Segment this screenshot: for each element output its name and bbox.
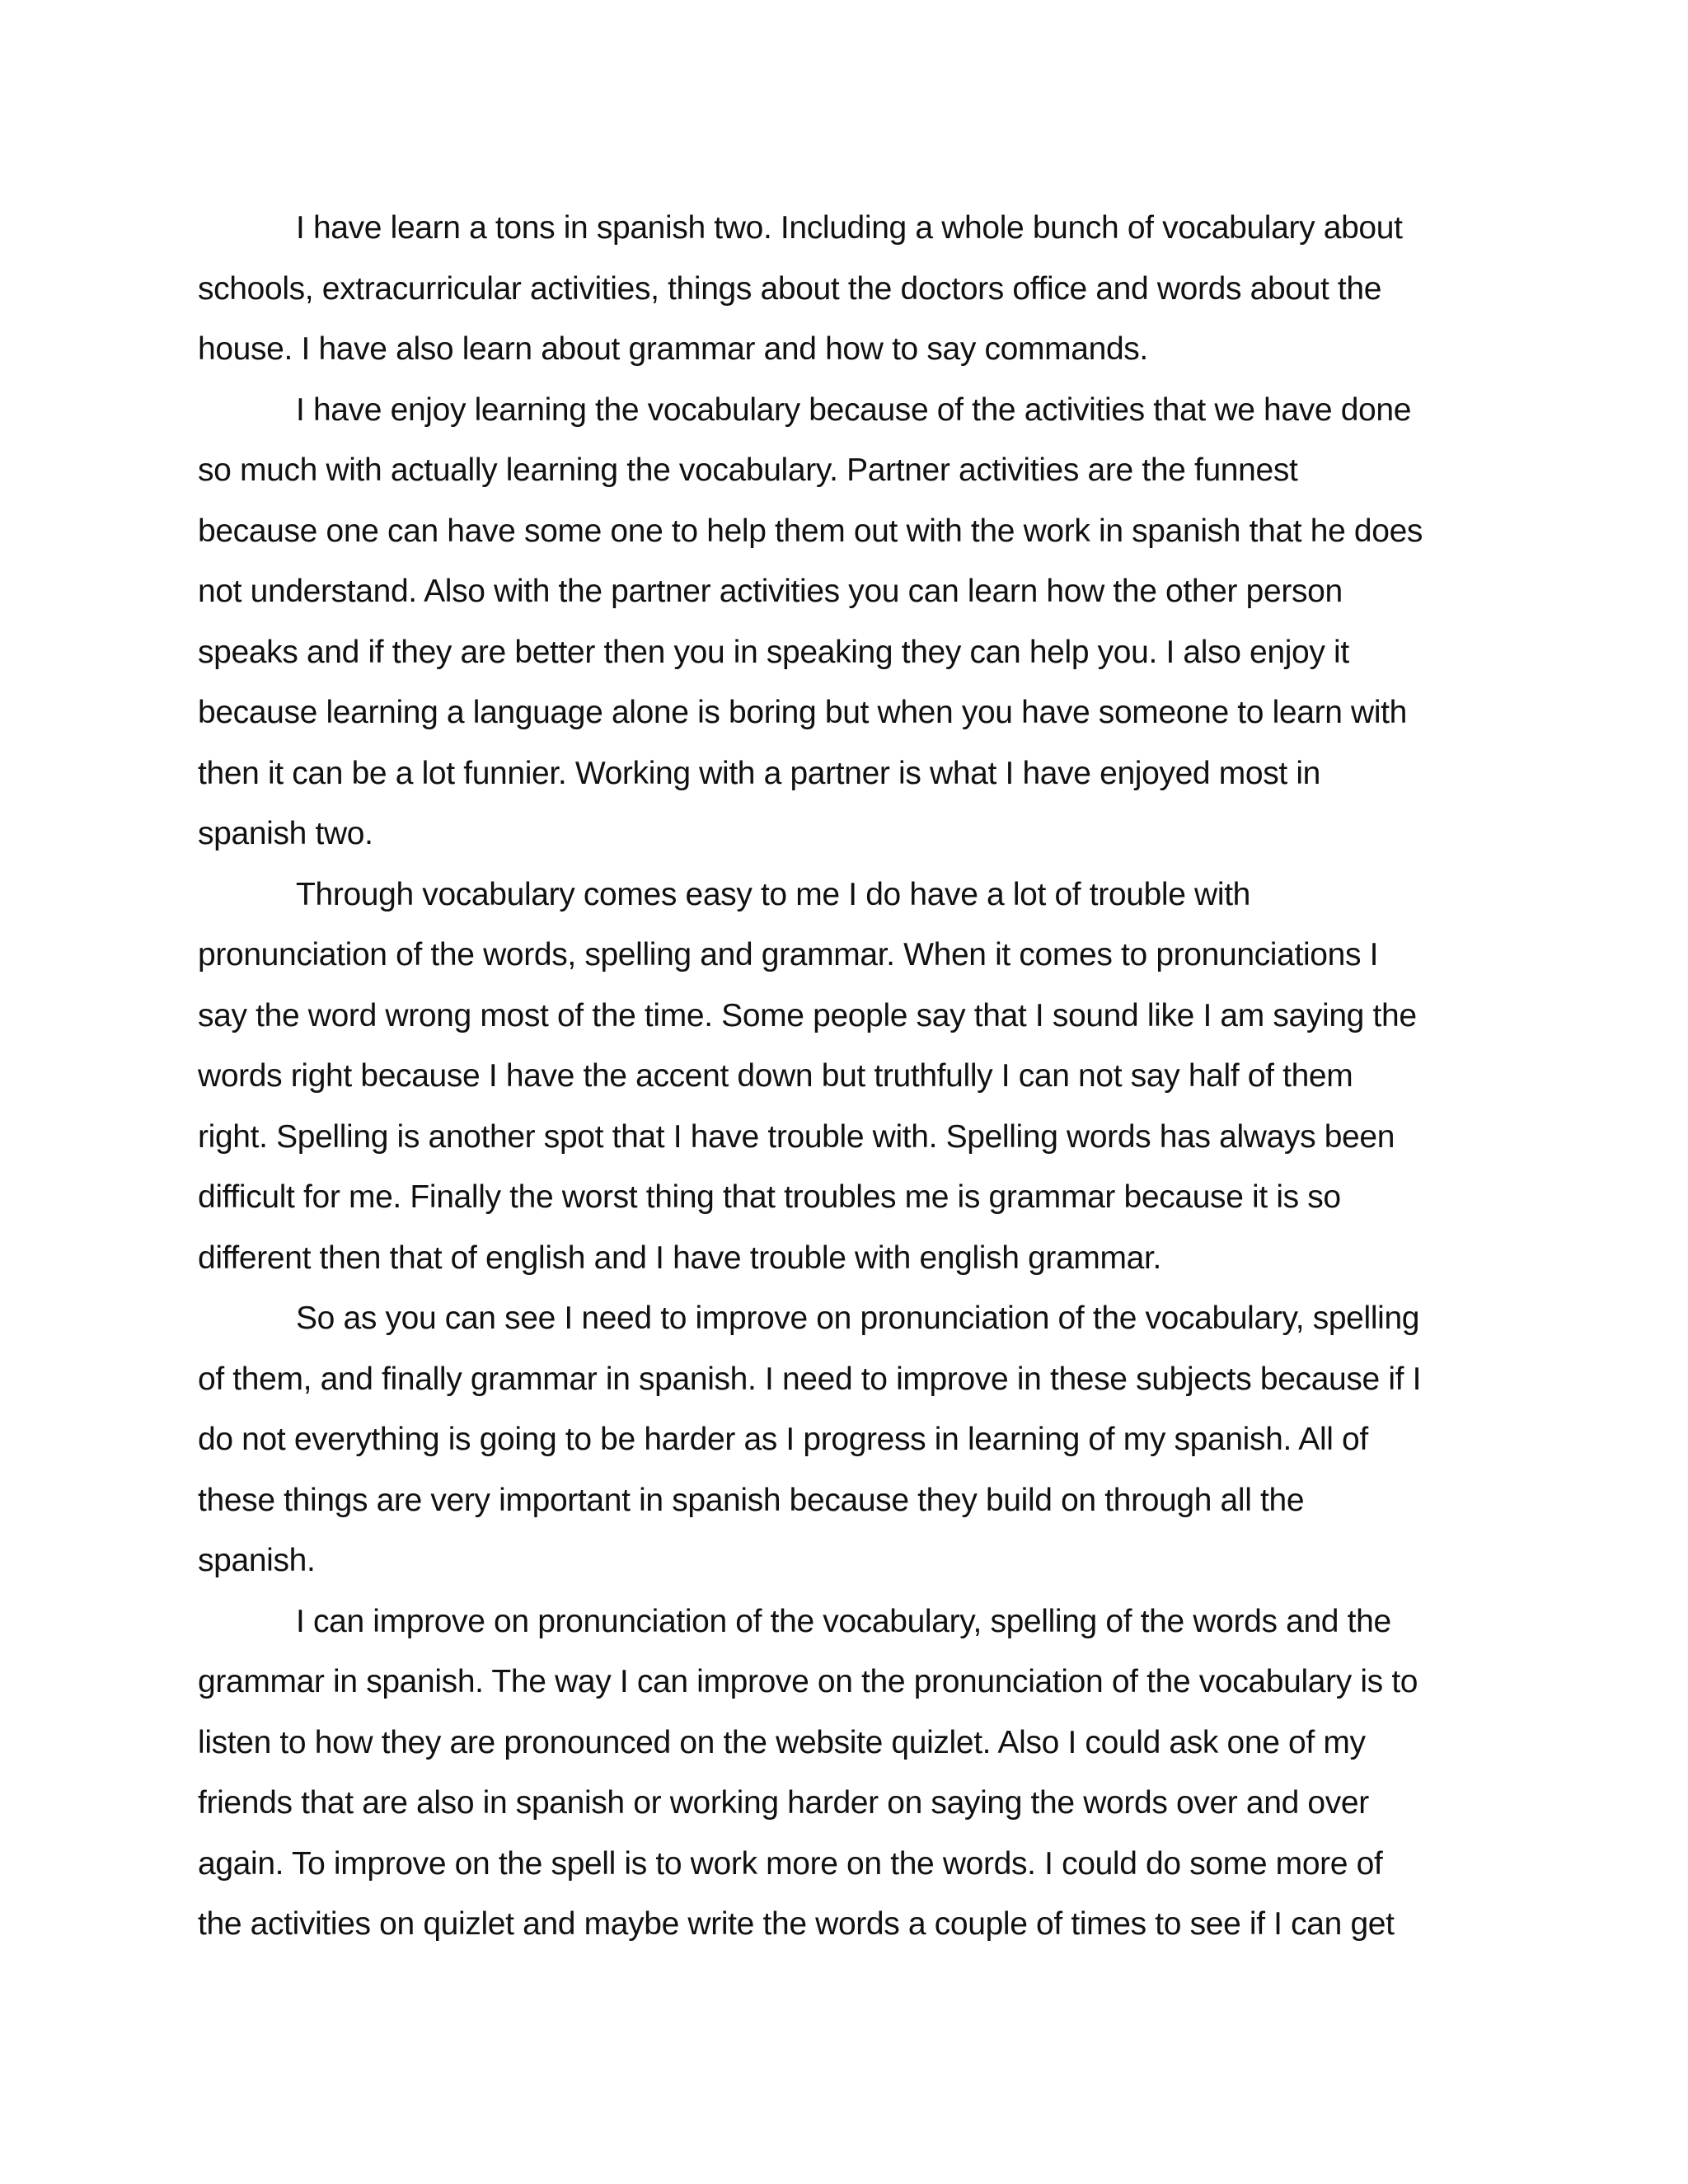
text-line: because learning a language alone is boring but when you have someone to learn with [198,695,1407,730]
text-line: Through vocabulary comes easy to me I do have a lot of trouble with [296,876,1251,912]
text-line: I can improve on pronunciation of the vocabulary, spelling of the words and the [296,1603,1391,1639]
text-line: so much with actually learning the vocabulary. Partner activities are the funnest [198,452,1298,488]
text-line: pronunciation of the words, spelling and grammar. When it comes to pronunciations I [198,937,1379,972]
text-line: say the word wrong most of the time. Some people say that I sound like I am saying the [198,997,1417,1033]
text-line: spanish. [198,1543,316,1578]
text-line: schools, extracurricular activities, things about the doctors office and words about the [198,270,1382,307]
text-line: then it can be a lot funnier. Working with a partner is what I have enjoyed most in [198,755,1321,791]
text-line: house. I have also learn about grammar and how to say commands. [198,331,1148,367]
text-line: listen to how they are pronounced on the website quizlet. Also I could ask one of my [198,1724,1366,1760]
text-line: do not everything is going to be harder as I progress in learning of my spanish. All of [198,1422,1368,1457]
essay-body [198,198,1500,1955]
text-line: speaks and if they are better then you in speaking they can help you. I also enjoy it [198,634,1349,670]
text-line: difficult for me. Finally the worst thing that troubles me is grammar because it is so [198,1179,1341,1215]
text-line: grammar in spanish. The way I can improve on the pronunciation of the vocabulary is to [198,1664,1418,1699]
text-line: spanish two. [198,816,373,851]
text-line: right. Spelling is another spot that I have trouble with. Spelling words has always been [198,1118,1395,1155]
text-line: I have enjoy learning the vocabulary because of the activities that we have done [296,391,1412,428]
text-line: I have learn a tons in spanish two. Including a whole bunch of vocabulary about [296,210,1403,246]
text-line: of them, and finally grammar in spanish. I need to improve in these subjects because if I [198,1361,1422,1397]
text-line: because one can have some one to help them out with the work in spanish that he does [198,513,1423,549]
text-line: again. To improve on the spell is to work more on the words. I could do some more of [198,1845,1383,1882]
text-line: So as you can see I need to improve on pronunciation of the vocabulary, spelling [296,1301,1420,1336]
text-line: words right because I have the accent down but truthfully I can not say half of them [198,1058,1353,1094]
text-line: different then that of english and I have trouble with english grammar. [198,1240,1161,1276]
text-line: these things are very important in spanish because they build on through all the [198,1482,1305,1518]
text-line: not understand. Also with the partner activities you can learn how the other person [198,574,1343,609]
text-line: the activities on quizlet and maybe write the words a couple of times to see if I can get [198,1906,1395,1942]
text-line: friends that are also in spanish or working harder on saying the words over and over [198,1785,1369,1821]
